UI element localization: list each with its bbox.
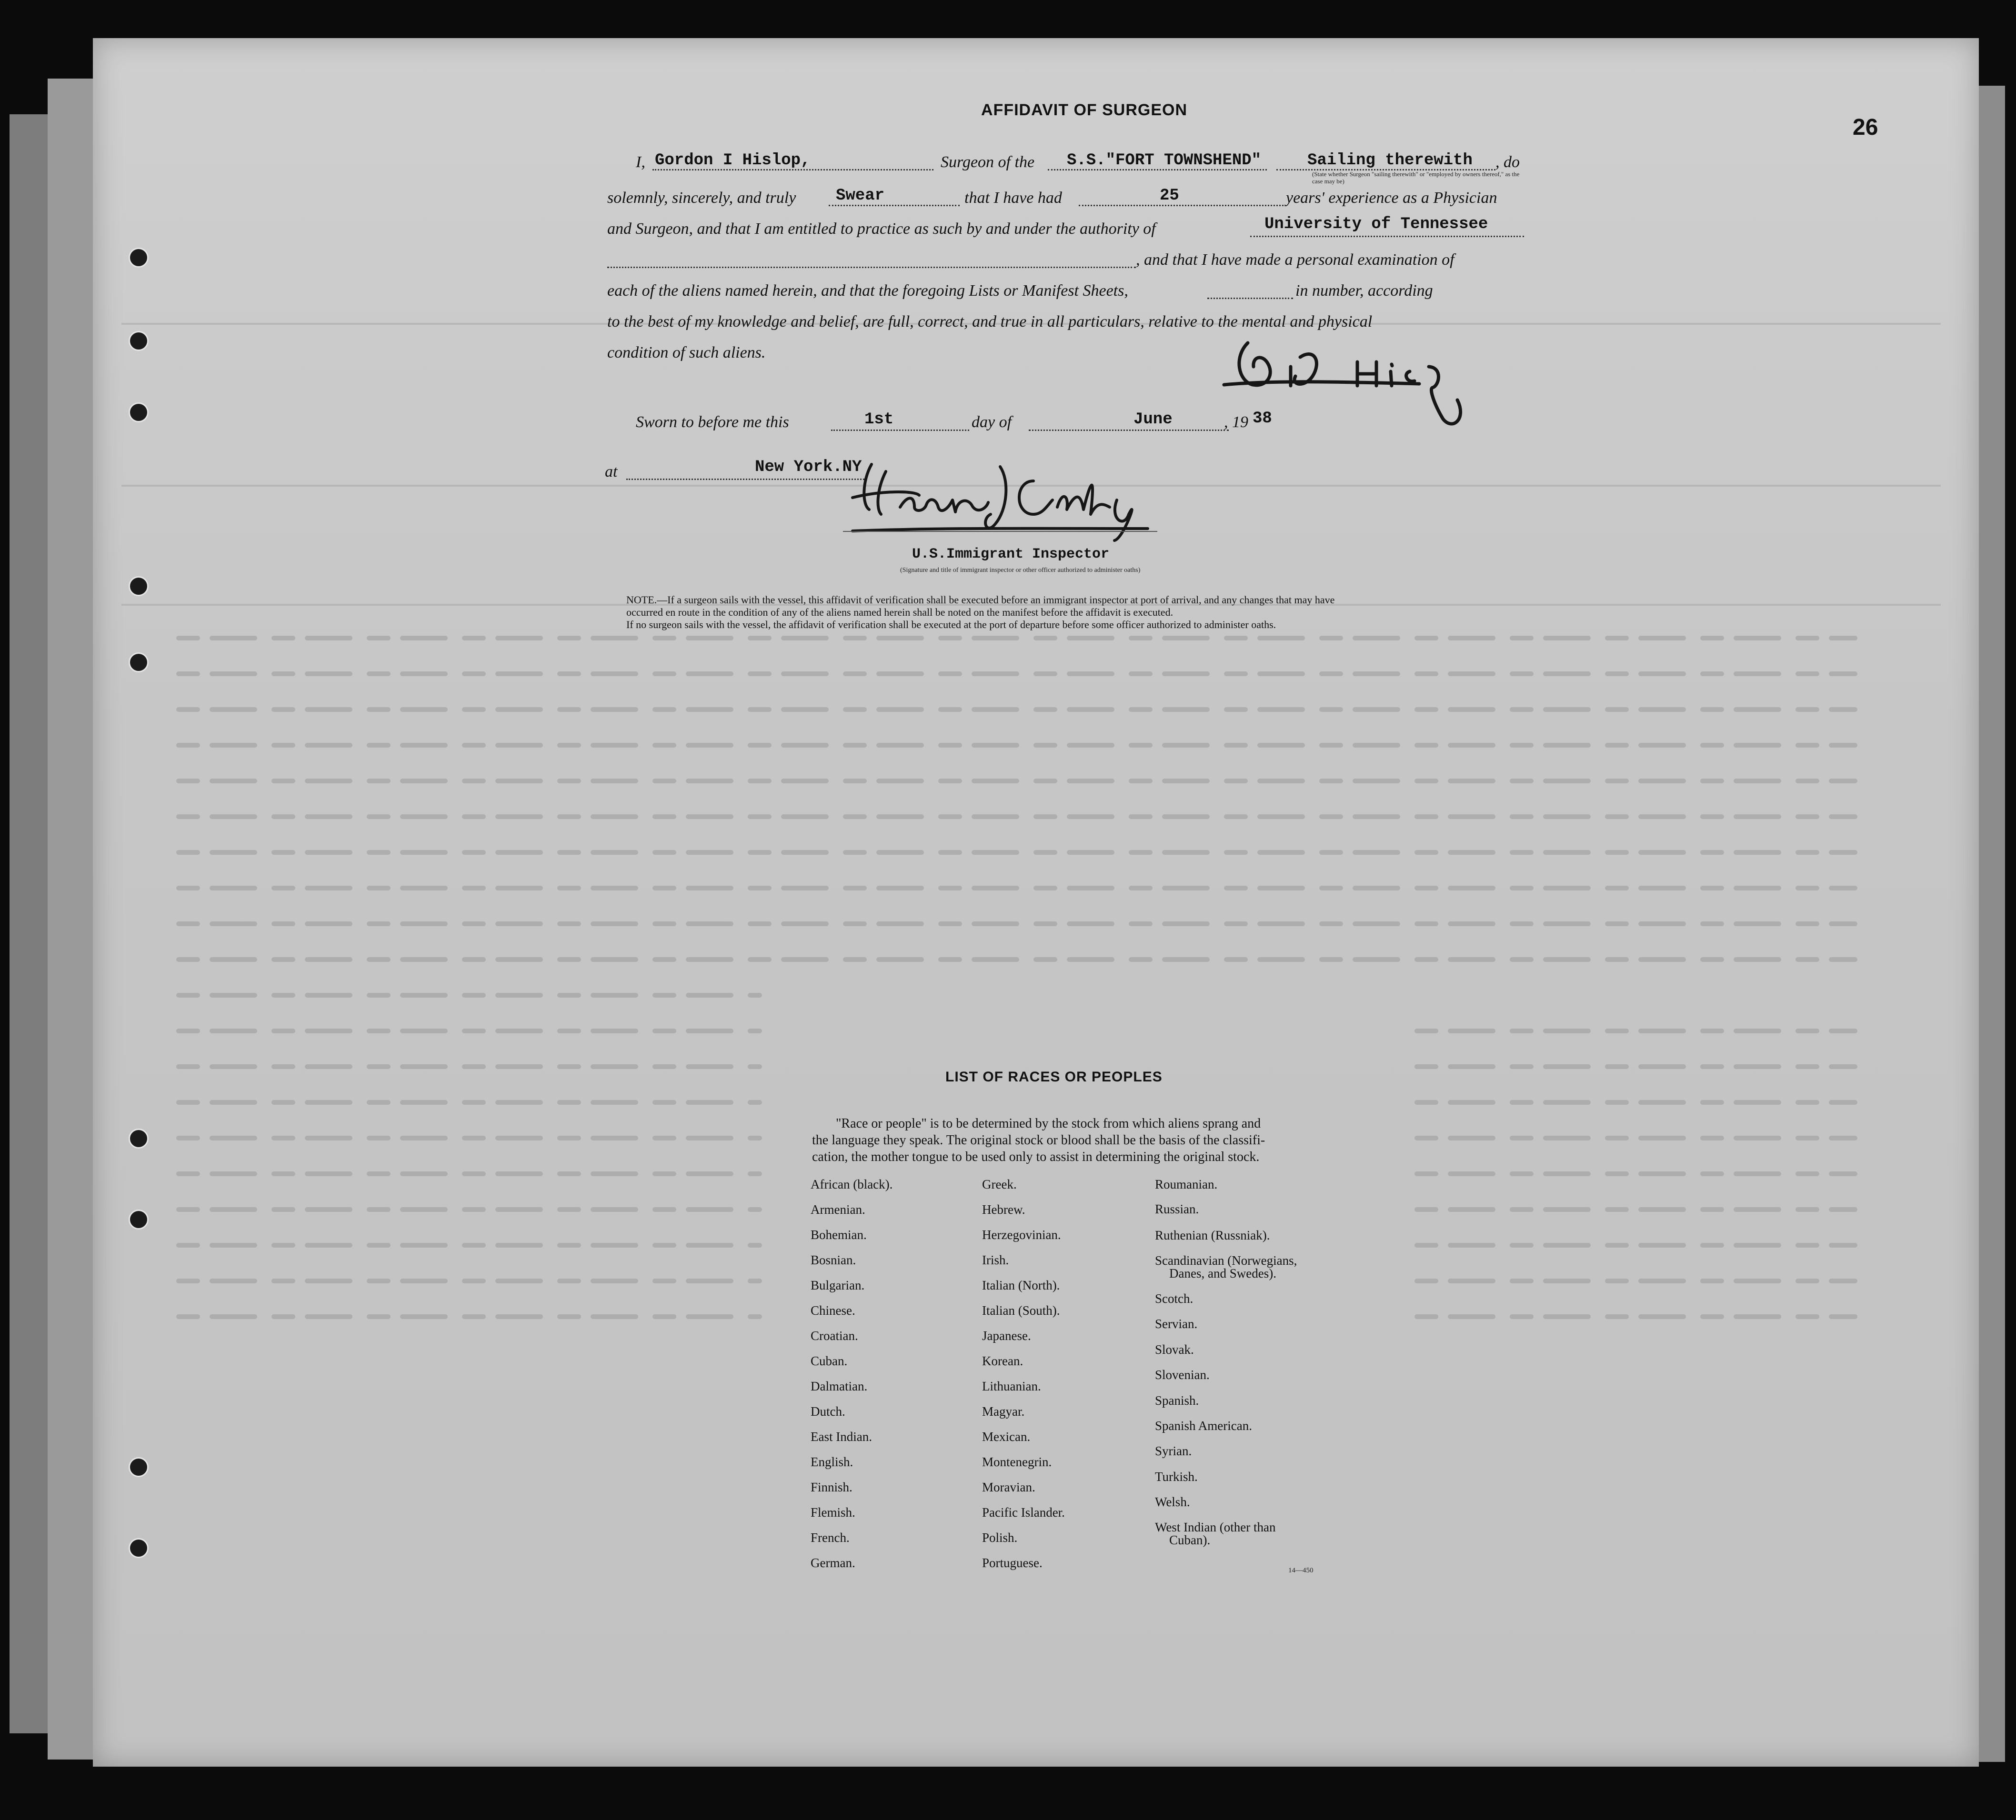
race-entry: Turkish. <box>1155 1470 1198 1484</box>
that-had-label: that I have had <box>964 189 1062 207</box>
race-entry: Scotch. <box>1155 1291 1194 1306</box>
race-entry: Herzegovinian. <box>982 1228 1061 1242</box>
best-of-label: to the best of my knowledge and belief, are full, correct, and true in all particulars, relative to the mental and physical <box>607 313 1373 330</box>
race-entry: Dalmatian. <box>811 1379 868 1393</box>
do-label: , do <box>1495 153 1520 171</box>
ship-name: S.S."FORT TOWNSHEND" <box>1067 151 1262 170</box>
race-entry: Roumanian. <box>1155 1177 1218 1191</box>
sailing-note: (State whether Surgeon "sailing therewith" or "employed by owners thereof," as the case may be) <box>1312 170 1520 185</box>
race-entry: Bohemian. <box>811 1228 867 1242</box>
race-entry: Bulgarian. <box>811 1278 865 1292</box>
race-entry: Welsh. <box>1155 1495 1190 1509</box>
in-number-label: in number, according <box>1295 282 1433 300</box>
years-line <box>1079 205 1284 206</box>
race-entry: Dutch. <box>811 1404 845 1419</box>
race-entry: Mexican. <box>982 1430 1031 1444</box>
authority-value: University of Tennessee <box>1264 215 1488 233</box>
race-entry: East Indian. <box>811 1430 872 1444</box>
race-entry: Russian. <box>1155 1202 1199 1216</box>
punch-hole <box>129 248 149 268</box>
race-entry: Japanese. <box>982 1329 1031 1343</box>
surgeon-name: Gordon I Hislop, <box>655 151 811 170</box>
race-entry: Italian (South). <box>982 1303 1060 1318</box>
oath-line <box>829 205 960 206</box>
race-entry: Polish. <box>982 1530 1018 1545</box>
authority-label: and Surgeon, and that I am entitled to practice as such by and under the authority of <box>607 220 1156 238</box>
race-entry: Ruthenian (Russniak). <box>1155 1228 1270 1242</box>
year-prefix: , 19 <box>1224 413 1248 431</box>
race-entry: Italian (North). <box>982 1278 1060 1292</box>
month-value: June <box>1133 410 1173 429</box>
authority-continued-line <box>607 267 1136 268</box>
race-entry: Syrian. <box>1155 1444 1192 1458</box>
races-intro-1: "Race or people" is to be determined by the stock from which aliens sprang and <box>836 1116 1261 1131</box>
race-entry: Slovenian. <box>1155 1368 1210 1382</box>
i-label: I, <box>636 153 645 171</box>
year-suffix: 38 <box>1253 410 1272 428</box>
race-entry: Korean. <box>982 1354 1023 1368</box>
oath-word: Swear <box>836 187 885 205</box>
month-line <box>1029 430 1229 431</box>
punch-hole <box>129 652 149 672</box>
race-entry: French. <box>811 1530 850 1545</box>
day-of-label: day of <box>972 413 1012 431</box>
condition-label: condition of such aliens. <box>607 344 766 361</box>
sailing-status: Sailing therewith <box>1307 151 1473 170</box>
race-entry: Moravian. <box>982 1480 1035 1494</box>
affidavit-note-2: occurred en route in the condition of any of the aliens named herein shall be noted on the manifest before the affidavit is executed. <box>626 606 1173 618</box>
race-entry: Scandinavian (Norwegians, <box>1155 1253 1297 1268</box>
page-number: 26 <box>1853 115 1878 140</box>
race-entry: Magyar. <box>982 1404 1025 1419</box>
race-entry: Pacific Islander. <box>982 1505 1065 1520</box>
race-entry: Slovak. <box>1155 1342 1194 1357</box>
races-intro-3: cation, the mother tongue to be used only to assist in determining the original stock. <box>812 1150 1260 1164</box>
affidavit-note-3: If no surgeon sails with the vessel, the affidavit of verification shall be executed at the port of departure before some officer authorized to administer oaths. <box>626 619 1276 630</box>
each-of-label: each of the aliens named herein, and that the foregoing Lists or Manifest Sheets, <box>607 282 1128 300</box>
solemnly-label: solemnly, sincerely, and truly <box>607 189 796 207</box>
affidavit-note-1: NOTE.—If a surgeon sails with the vessel, this affidavit of verification shall be executed before an immigrant inspector at port of arrival, and any changes that may have <box>626 594 1335 606</box>
punch-hole <box>129 331 149 351</box>
race-entry: German. <box>811 1556 855 1570</box>
race-entry: Croatian. <box>811 1329 858 1343</box>
at-label: at <box>605 463 618 480</box>
years-exp-label: years' experience as a Physician <box>1286 189 1497 207</box>
sworn-label: Sworn to before me this <box>636 413 789 431</box>
punch-hole <box>129 1210 149 1230</box>
race-entry: Spanish. <box>1155 1393 1199 1408</box>
race-entry: Irish. <box>982 1253 1009 1267</box>
race-entry: Cuban. <box>811 1354 848 1368</box>
race-entry: Servian. <box>1155 1317 1198 1331</box>
inspector-note: (Signature and title of immigrant inspector or other officer authorized to administer oaths) <box>900 567 1141 574</box>
race-entry: Portuguese. <box>982 1556 1043 1570</box>
race-entry: English. <box>811 1455 853 1469</box>
personal-exam-label: , and that I have made a personal examination of <box>1136 251 1454 269</box>
race-entry: Danes, and Swedes). <box>1169 1266 1276 1280</box>
punch-hole <box>129 402 149 422</box>
race-entry: Hebrew. <box>982 1202 1025 1217</box>
race-entry: African (black). <box>811 1177 893 1191</box>
surgeon-of-label: Surgeon of the <box>941 153 1035 171</box>
race-entry: Flemish. <box>811 1505 855 1520</box>
race-entry: Lithuanian. <box>982 1379 1041 1393</box>
race-entry: Bosnian. <box>811 1253 856 1267</box>
punch-hole <box>129 576 149 596</box>
punch-hole <box>129 1538 149 1558</box>
punch-hole <box>129 1129 149 1149</box>
race-entry: Armenian. <box>811 1202 865 1217</box>
races-heading: LIST OF RACES OR PEOPLES <box>945 1069 1163 1085</box>
place-line <box>626 479 867 480</box>
race-entry: Cuban). <box>1169 1533 1211 1547</box>
day-value: 1st <box>864 410 894 429</box>
form-number: 14—450 <box>1288 1567 1314 1574</box>
race-entry: Greek. <box>982 1177 1017 1191</box>
years-value: 25 <box>1160 187 1179 205</box>
race-entry: Spanish American. <box>1155 1419 1252 1433</box>
inspector-title: U.S.Immigrant Inspector <box>912 546 1110 562</box>
punch-hole <box>129 1457 149 1477</box>
inspector-signature-line <box>843 531 1157 532</box>
affidavit-heading: AFFIDAVIT OF SURGEON <box>981 101 1188 119</box>
day-line <box>831 430 969 431</box>
sheets-number-line <box>1207 298 1293 299</box>
place-value: New York.NY <box>755 458 862 476</box>
authority-line <box>1250 236 1524 237</box>
race-entry: Finnish. <box>811 1480 853 1494</box>
race-entry: Montenegrin. <box>982 1455 1052 1469</box>
race-entry: Chinese. <box>811 1303 855 1318</box>
race-entry: West Indian (other than <box>1155 1520 1276 1534</box>
races-intro-2: the language they speak. The original stock or blood shall be the basis of the classifi- <box>812 1133 1265 1148</box>
